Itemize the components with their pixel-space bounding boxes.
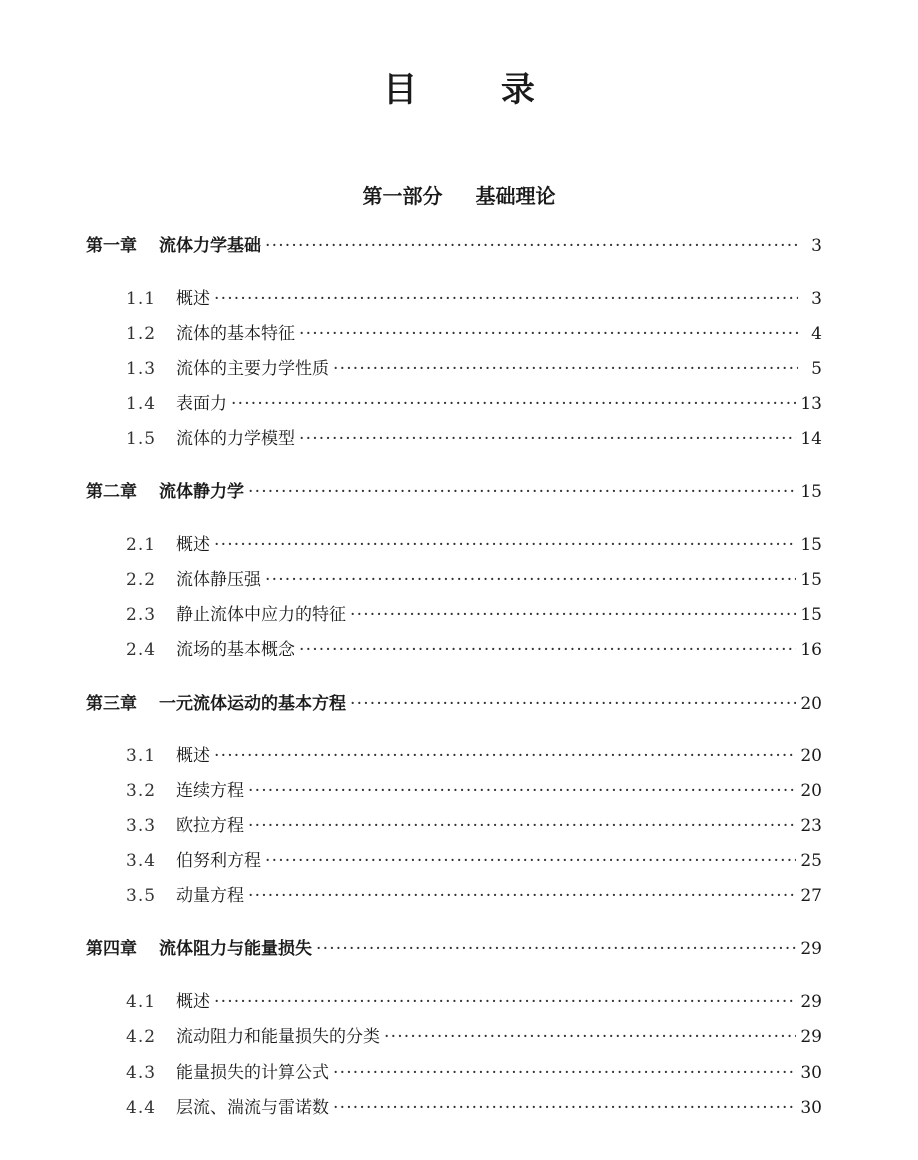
page-number: 14 bbox=[800, 429, 822, 449]
chapter-name: 流体静力学 bbox=[159, 482, 244, 502]
section-name: 静止流体中应力的特征 bbox=[176, 605, 346, 625]
page-number: 30 bbox=[800, 1098, 822, 1118]
section-name: 伯努利方程 bbox=[176, 851, 261, 871]
section-name: 动量方程 bbox=[176, 886, 244, 906]
chapter-name: 流体力学基础 bbox=[159, 236, 261, 256]
section-number: 3.2 bbox=[126, 781, 157, 801]
page-number: 29 bbox=[800, 939, 822, 959]
section-number: 2.4 bbox=[126, 640, 157, 660]
toc-chapter-2[interactable] bbox=[86, 480, 822, 504]
page-number: 20 bbox=[800, 781, 822, 801]
section-name: 表面力 bbox=[176, 394, 227, 414]
section-name: 流动阻力和能量损失的分类 bbox=[176, 1027, 380, 1047]
page-number: 25 bbox=[800, 851, 822, 871]
page-number: 23 bbox=[800, 816, 822, 836]
leader-dots bbox=[265, 234, 798, 258]
leader-dots bbox=[350, 692, 796, 716]
leader-dots bbox=[299, 322, 798, 346]
chapter-name: 一元流体运动的基本方程 bbox=[159, 694, 346, 714]
section-number: 4.3 bbox=[126, 1063, 157, 1083]
leader-dots bbox=[214, 990, 796, 1014]
section-name: 流体的力学模型 bbox=[176, 429, 295, 449]
toc-section[interactable] bbox=[126, 1025, 822, 1049]
leader-dots bbox=[384, 1025, 796, 1049]
toc-section[interactable] bbox=[126, 427, 822, 451]
section-number: 1.3 bbox=[126, 359, 157, 379]
section-name: 流场的基本概念 bbox=[176, 640, 295, 660]
section-name: 层流、湍流与雷诺数 bbox=[176, 1098, 329, 1118]
part-label: 第一部分 bbox=[362, 184, 443, 208]
page-number: 15 bbox=[800, 570, 822, 590]
chapter-label: 第四章 bbox=[86, 939, 137, 959]
toc-section[interactable] bbox=[126, 357, 822, 381]
toc-section[interactable] bbox=[126, 392, 822, 416]
section-number: 3.3 bbox=[126, 816, 157, 836]
page-number: 30 bbox=[800, 1063, 822, 1083]
toc-chapter-3[interactable] bbox=[86, 692, 822, 716]
page-number: 29 bbox=[800, 992, 822, 1012]
section-name: 欧拉方程 bbox=[176, 816, 244, 836]
part-name: 基础理论 bbox=[475, 184, 556, 208]
page-title: 目 录 bbox=[383, 70, 571, 110]
toc-section[interactable] bbox=[126, 814, 822, 838]
toc-section[interactable] bbox=[126, 990, 822, 1014]
section-name: 连续方程 bbox=[176, 781, 244, 801]
toc-section[interactable] bbox=[126, 603, 822, 627]
page-number: 20 bbox=[800, 746, 822, 766]
chapter-label: 第三章 bbox=[86, 694, 137, 714]
page-number: 20 bbox=[800, 694, 822, 714]
section-number: 4.2 bbox=[126, 1027, 157, 1047]
page-number: 15 bbox=[800, 535, 822, 555]
section-name: 概述 bbox=[176, 992, 210, 1012]
toc-section[interactable] bbox=[126, 744, 822, 768]
section-name: 流体的基本特征 bbox=[176, 324, 295, 344]
part-heading bbox=[0, 180, 918, 209]
leader-dots bbox=[265, 568, 796, 592]
page-number: 15 bbox=[800, 482, 822, 502]
leader-dots bbox=[248, 480, 796, 504]
section-name: 能量损失的计算公式 bbox=[176, 1063, 329, 1083]
section-name: 流体的主要力学性质 bbox=[176, 359, 329, 379]
page-number: 13 bbox=[800, 394, 822, 414]
leader-dots bbox=[248, 779, 796, 803]
toc-section[interactable] bbox=[126, 638, 822, 662]
section-number: 4.4 bbox=[126, 1098, 157, 1118]
section-number: 1.4 bbox=[126, 394, 157, 414]
page-number: 3 bbox=[811, 289, 822, 309]
toc-section[interactable] bbox=[126, 533, 822, 557]
page-number: 3 bbox=[811, 236, 822, 256]
page-number: 16 bbox=[800, 640, 822, 660]
chapter-label: 第二章 bbox=[86, 482, 137, 502]
section-number: 1.1 bbox=[126, 289, 157, 309]
toc-chapter-1[interactable] bbox=[86, 234, 822, 258]
leader-dots bbox=[265, 849, 796, 873]
section-name: 概述 bbox=[176, 746, 210, 766]
section-number: 2.1 bbox=[126, 535, 157, 555]
section-name: 流体静压强 bbox=[176, 570, 261, 590]
section-number: 2.3 bbox=[126, 605, 157, 625]
leader-dots bbox=[299, 638, 796, 662]
toc-section[interactable] bbox=[126, 1096, 822, 1120]
toc-section[interactable] bbox=[126, 287, 822, 311]
page-number: 4 bbox=[811, 324, 822, 344]
leader-dots bbox=[350, 603, 796, 627]
toc-section[interactable] bbox=[126, 1061, 822, 1085]
section-number: 1.5 bbox=[126, 429, 157, 449]
toc-section[interactable] bbox=[126, 849, 822, 873]
section-number: 3.4 bbox=[126, 851, 157, 871]
section-number: 4.1 bbox=[126, 992, 157, 1012]
leader-dots bbox=[333, 1096, 796, 1120]
toc-chapter-4[interactable] bbox=[86, 937, 822, 961]
leader-dots bbox=[333, 1061, 796, 1085]
leader-dots bbox=[214, 533, 796, 557]
page-number: 27 bbox=[800, 886, 822, 906]
leader-dots bbox=[316, 937, 796, 961]
leader-dots bbox=[231, 392, 796, 416]
leader-dots bbox=[299, 427, 796, 451]
section-number: 3.1 bbox=[126, 746, 157, 766]
leader-dots bbox=[214, 287, 798, 311]
chapter-name: 流体阻力与能量损失 bbox=[159, 939, 312, 959]
chapter-label: 第一章 bbox=[86, 236, 137, 256]
leader-dots bbox=[248, 814, 796, 838]
page-number: 29 bbox=[800, 1027, 822, 1047]
toc-section[interactable] bbox=[126, 322, 822, 346]
section-number: 1.2 bbox=[126, 324, 157, 344]
section-name: 概述 bbox=[176, 289, 210, 309]
section-number: 2.2 bbox=[126, 570, 157, 590]
leader-dots bbox=[333, 357, 798, 381]
page-number: 15 bbox=[800, 605, 822, 625]
toc-section[interactable] bbox=[126, 884, 822, 908]
page-number: 5 bbox=[811, 359, 822, 379]
section-number: 3.5 bbox=[126, 886, 157, 906]
section-name: 概述 bbox=[176, 535, 210, 555]
toc-section[interactable] bbox=[126, 568, 822, 592]
leader-dots bbox=[248, 884, 796, 908]
leader-dots bbox=[214, 744, 796, 768]
toc-section[interactable] bbox=[126, 779, 822, 803]
